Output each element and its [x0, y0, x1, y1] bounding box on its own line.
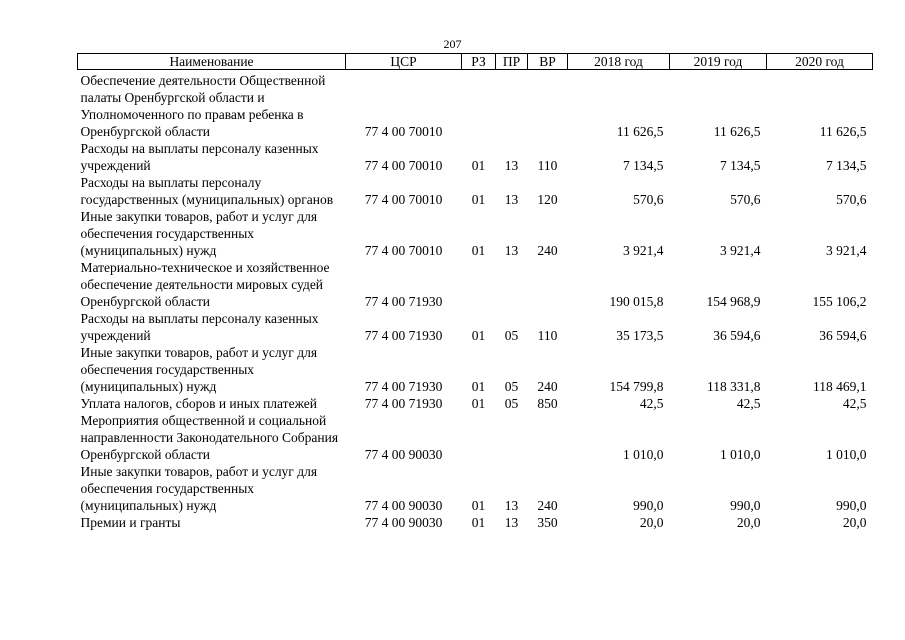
row-vr — [528, 259, 568, 310]
row-rz: 01 — [471, 515, 486, 530]
row-value-2019: 118 331,8 — [707, 379, 761, 394]
row-value-2020: 7 134,5 — [826, 158, 867, 173]
row-value-2018: 11 626,5 — [616, 124, 664, 139]
row-csr: 77 4 00 90030 — [364, 515, 443, 530]
row-name: Расходы на выплаты персоналу казенных учреждений — [80, 311, 319, 343]
row-value-2019: 990,0 — [730, 498, 761, 513]
page-number: 207 — [443, 37, 462, 51]
table-header — [78, 54, 873, 70]
row-value-2019: 154 968,9 — [706, 294, 761, 309]
row-value-2018: 1 010,0 — [623, 447, 664, 462]
table-row — [78, 514, 873, 531]
row-value-2020: 155 106,2 — [812, 294, 867, 309]
row-value-2018: 7 134,5 — [623, 158, 664, 173]
table-row — [78, 140, 873, 174]
row-name: Уплата налогов, сборов и иных платежей — [80, 396, 317, 411]
row-value-2020: 118 469,1 — [813, 379, 867, 394]
row-value-2019: 11 626,5 — [713, 124, 761, 139]
table-row — [78, 395, 873, 412]
row-pr — [496, 412, 528, 463]
row-csr: 77 4 00 71930 — [364, 379, 443, 394]
row-value-2019: 20,0 — [736, 515, 761, 530]
row-pr: 13 — [504, 243, 519, 258]
row-csr: 77 4 00 90030 — [364, 447, 443, 462]
row-vr — [528, 412, 568, 463]
row-value-2018: 35 173,5 — [616, 328, 664, 343]
row-csr: 77 4 00 71930 — [364, 328, 443, 343]
row-csr: 77 4 00 70010 — [364, 243, 443, 258]
row-value-2018: 154 799,8 — [609, 379, 664, 394]
row-csr: 77 4 00 71930 — [364, 396, 443, 411]
row-vr: 110 — [537, 158, 558, 173]
row-value-2019: 1 010,0 — [720, 447, 761, 462]
row-pr: 13 — [504, 192, 519, 207]
row-csr: 77 4 00 71930 — [364, 294, 443, 309]
row-value-2020: 36 594,6 — [819, 328, 867, 343]
row-name: Иные закупки товаров, работ и услуг для обеспечения государственных (муниципальных) нужд — [80, 464, 318, 513]
row-name: Премии и гранты — [80, 515, 181, 530]
row-rz — [462, 259, 496, 310]
row-vr: 240 — [537, 498, 558, 513]
row-vr: 850 — [537, 396, 558, 411]
row-value-2019: 7 134,5 — [720, 158, 761, 173]
row-pr: 05 — [504, 396, 519, 411]
table-row — [78, 310, 873, 344]
row-value-2020: 1 010,0 — [826, 447, 867, 462]
table-row — [78, 259, 873, 310]
table-row — [78, 208, 873, 259]
row-name: Иные закупки товаров, работ и услуг для обеспечения государственных (муниципальных) нужд — [80, 209, 318, 258]
budget-table — [77, 53, 873, 531]
row-csr: 77 4 00 70010 — [364, 158, 443, 173]
row-csr: 77 4 00 70010 — [364, 192, 443, 207]
row-pr: 13 — [504, 498, 519, 513]
row-value-2020: 570,6 — [836, 192, 867, 207]
row-vr: 240 — [537, 379, 558, 394]
row-name: Материально-техническое и хозяйственное обеспечение деятельности мировых судей Оренбургской области — [80, 260, 330, 309]
row-value-2020: 3 921,4 — [826, 243, 867, 258]
row-rz: 01 — [471, 498, 486, 513]
table-row — [78, 70, 873, 141]
row-vr: 120 — [537, 192, 558, 207]
row-name: Иные закупки товаров, работ и услуг для обеспечения государственных (муниципальных) нужд — [80, 345, 318, 394]
row-rz: 01 — [471, 379, 486, 394]
row-name: Расходы на выплаты персоналу государственных (муниципальных) органов — [80, 175, 334, 207]
row-name: Мероприятия общественной и социальной направленности Законодательного Собрания Оренбургской области — [80, 413, 339, 462]
row-value-2018: 20,0 — [639, 515, 664, 530]
row-value-2018: 190 015,8 — [609, 294, 664, 309]
table-body — [78, 70, 873, 532]
header-csr: ЦСР — [346, 54, 462, 70]
row-pr — [496, 259, 528, 310]
row-pr: 13 — [504, 158, 519, 173]
table-row — [78, 174, 873, 208]
row-value-2019: 3 921,4 — [720, 243, 761, 258]
header-rz: РЗ — [462, 54, 496, 70]
row-name: Обеспечение деятельности Общественной палаты Оренбургской области и Уполномоченного по правам ребенка в Оренбургской области — [80, 73, 326, 139]
header-row — [78, 54, 873, 70]
row-value-2018: 990,0 — [633, 498, 664, 513]
row-vr: 350 — [537, 515, 558, 530]
row-pr: 05 — [504, 379, 519, 394]
header-pr: ПР — [496, 54, 528, 70]
row-rz: 01 — [471, 243, 486, 258]
row-csr: 77 4 00 70010 — [364, 124, 443, 139]
row-csr: 77 4 00 90030 — [364, 498, 443, 513]
row-rz — [462, 412, 496, 463]
row-rz: 01 — [471, 158, 486, 173]
row-value-2019: 36 594,6 — [713, 328, 761, 343]
row-name: Расходы на выплаты персоналу казенных учреждений — [80, 141, 319, 173]
row-value-2019: 42,5 — [736, 396, 761, 411]
table-row — [78, 412, 873, 463]
header-year-2020: 2020 год — [767, 54, 873, 70]
row-vr: 110 — [537, 328, 558, 343]
header-year-2018: 2018 год — [568, 54, 670, 70]
table-row — [78, 344, 873, 395]
row-value-2018: 570,6 — [633, 192, 664, 207]
row-vr — [528, 70, 568, 141]
header-vr: ВР — [528, 54, 568, 70]
row-pr: 13 — [504, 515, 519, 530]
row-value-2020: 20,0 — [842, 515, 867, 530]
row-value-2018: 42,5 — [639, 396, 664, 411]
row-value-2020: 11 626,5 — [819, 124, 867, 139]
row-value-2020: 990,0 — [836, 498, 867, 513]
row-value-2019: 570,6 — [730, 192, 761, 207]
header-year-2019: 2019 год — [670, 54, 767, 70]
header-name: Наименование — [78, 54, 346, 70]
row-pr — [496, 70, 528, 141]
table-row — [78, 463, 873, 514]
row-pr: 05 — [504, 328, 519, 343]
row-value-2018: 3 921,4 — [623, 243, 664, 258]
row-value-2020: 42,5 — [842, 396, 867, 411]
row-rz: 01 — [471, 192, 486, 207]
row-rz — [462, 70, 496, 141]
row-rz: 01 — [471, 328, 486, 343]
row-vr: 240 — [537, 243, 558, 258]
row-rz: 01 — [471, 396, 486, 411]
